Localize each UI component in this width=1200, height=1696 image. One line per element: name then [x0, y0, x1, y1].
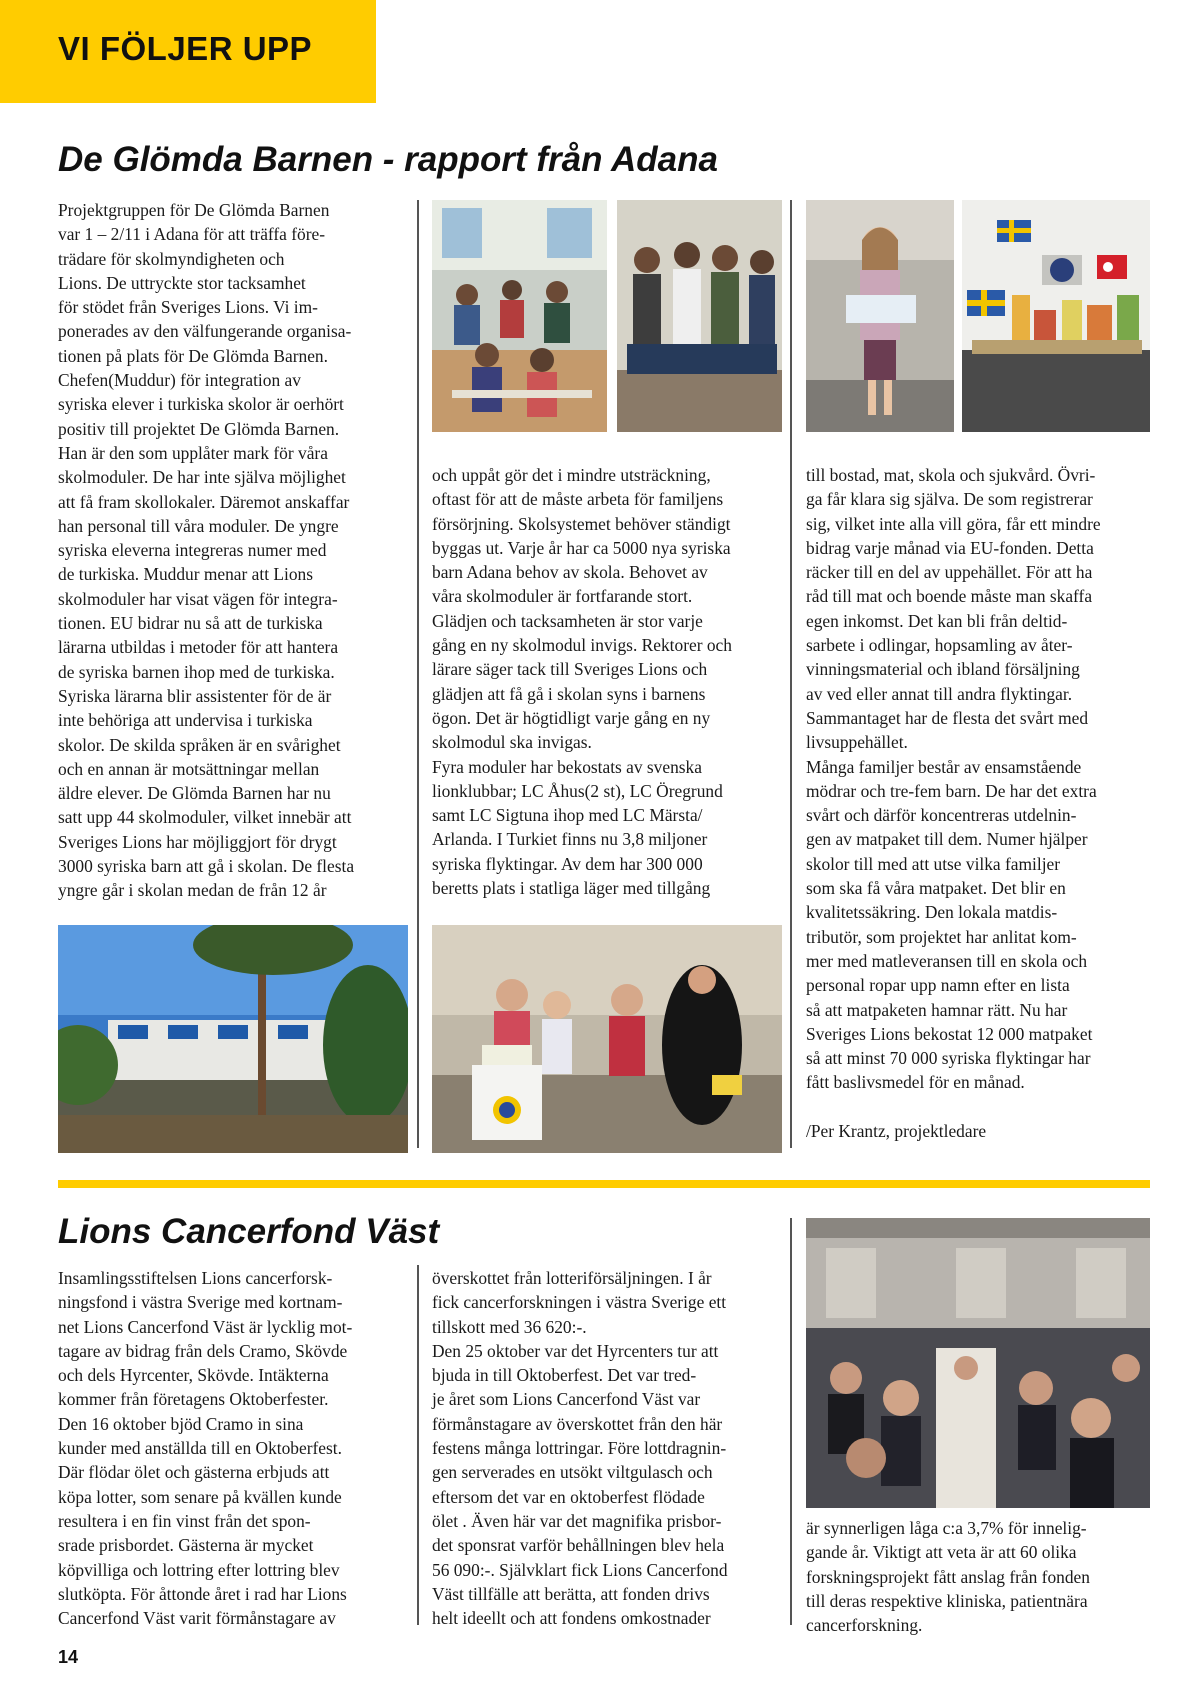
article2-col3: är synnerligen låga c:a 3,7% för innelig- gande år. Viktigt att veta är att 60 olika forskningsprojekt fått anslag från fonden till deras respektive kliniska, patientnära cancerforskning.: [806, 1518, 1090, 1636]
article2-title: Lions Cancerfond Väst: [58, 1212, 440, 1251]
oktoberfest-photo: [806, 1218, 1150, 1508]
column-divider: [417, 200, 419, 1148]
page-number: 14: [58, 1647, 79, 1667]
section-tag: VI FÖLJER UPP: [58, 30, 313, 67]
article1-col2: och uppåt gör det i mindre utsträckning, oftast för att de måste arbeta för familjens försörjning. Skolsystemet behöver ständigt byggas ut. Varje år har ca 5000 nya syriska barn Adana behov av skola. Behovet av våra skolmoduler är fortfarande stort. Glädjen och tacksamheten är stor varje gång en ny skolmodul invigs. Rektorer och lärare säger tack till Sveriges Lions och glädjen att få gå i skolan syns i barnens ögon. Det är högtidligt varje gång en ny skolmodul ska invigas. Fyra moduler har bekostats av svenska lionklubbar; LC Åhus(2 st), LC Öregrund samt LC Sigtuna ihop med LC Märsta/ Arlanda. I Turkiet finns nu 3,8 miljoner syriska flyktingar. Av dem har 300 000 beretts plats i statliga läger med tillgång: [432, 465, 732, 899]
school-module-photo: [58, 925, 408, 1153]
women-and-children-photo: [432, 925, 782, 1153]
article1-col3: till bostad, mat, skola och sjukvård. Övri- ga får klara sig själva. De som registrerar sig, vilket inte alla vill göra, får ett mindre bidrag varje månad via EU-fonden. Detta räcker till en del av uppehället. För att ha råd till mat och boende måste man skaffa egen inkomst. Det kan bli från deltid- sarbete i odlingar, hopsamling av åter- vinningsmaterial och ibland försäljning av ved eller annat till andra flyktingar. Sammantaget har de flesta det svårt med livsuppehället. Många familjer består av ensamstående mödrar och tre-fem barn. De har det extra svårt och därför koncentreras utdelnin- gen av matpaket till dem. Numer hjälper skolor till med att utse vilka familjer som ska få våra matpaket. Det blir en kvalitetssäkring. Den lokala matdis- tributör, som projektet har anlitat kom- mer med matleveransen till en skola och personal ropar upp namn efter en lista så att matpaketen hamnar rätt. Nu har Sveriges Lions bekostat 12 000 matpaket så att minst 70 000 syriska flyktingar har fått baslivsmedel för en månad.: [806, 465, 1101, 1093]
article-separator: [58, 1180, 1150, 1188]
article2-col2: överskottet från lotteriförsäljningen. I år fick cancerforskningen i västra Sverige ett tillskott med 36 620:-. Den 25 oktober var det Hyrcenters tur att bjuda in till Oktoberfest. Det var tred- je året som Lions Cancerfond Väst var förmånstagare av överskottet från den här festens många lottringar. Före lottdragnin- gen serverades en utsökt viltgulasch och eftersom det var en oktoberfest flödade ölet . Även här var det magnifika prisbor- det sponsrat varför behållningen blev hela 56 090:-. Självklart fick Lions Cancerfond Väst tillfälle att berätta, att fonden drivs helt ideellt och att fondens omkostnader: [432, 1268, 728, 1629]
food-packages-photo: [962, 200, 1150, 432]
article1-col1: Projektgruppen för De Glömda Barnen var 1 – 2/11 i Adana för att träffa före- trädare för skolmyndigheten och Lions. De uttryckte stor tacksamhet för stödet från Sveriges Lions. Vi im- ponerades av den välfungerande organisa- tionen på plats för De Glömda Barnen. Chefen(Muddur) för integration av syriska elever i turkiska skolor är oerhört positiv till projektet De Glömda Barnen. Han är den som upplåter mark för våra skolmoduler. De har inte själva möjlighet att få fram skollokaler. Däremot anskaffar han personal till våra moduler. De yngre syriska eleverna integreras numer med de turkiska. Muddur menar att Lions skolmoduler har visat vägen för integra- tionen. EU bidrar nu så att de turkiska lärarna utbildas i metoder för att hantera de syriska barnen ihop med de turkiska. Syriska lärarna blir assistenter för de är inte behöriga att undervisa i turkiska skolor. De skilda språken är en svårighet och en annan är motsättningar mellan äldre elever. De Glömda Barnen har nu satt upp 44 skolmoduler, vilket innebär att Sveriges Lions har möjliggjort för drygt 3000 syriska barn att gå i skolan. De flesta yngre går i skolan medan de från 12 år: [58, 200, 355, 901]
article2-col1: Insamlingsstiftelsen Lions cancerforsk- ningsfond i västra Sverige med kortnam- net Lions Cancerfond Väst är lycklig mot- tagare av bidrag från dels Cramo, Skövde och dels Hyrcenter, Skövde. Intäkterna kommer från företagens Oktoberfester. Den 16 oktober bjöd Cramo in sina kunder med anställda till en Oktoberfest. Där flödar ölet och gästerna erbjuds att köpa lotter, som senare på kvällen kunde resultera i en fin vinst från det spon- srade prisbordet. Gästerna är mycket köpvilliga och lottring efter lottring blev slutköpta. För åttonde året i rad har Lions Cancerfond Väst varit förmånstagare av: [58, 1268, 353, 1629]
article1-title: De Glömda Barnen - rapport från Adana: [58, 140, 718, 179]
article1-signature: /Per Krantz, projektledare: [806, 1121, 987, 1141]
classroom-photo: [432, 200, 607, 432]
column-divider: [790, 1218, 792, 1625]
column-divider: [790, 200, 792, 1148]
column-divider: [417, 1265, 419, 1625]
girl-with-food-photo: [806, 200, 954, 432]
section-tag-band: [0, 0, 376, 103]
children-group-photo: [617, 200, 782, 432]
